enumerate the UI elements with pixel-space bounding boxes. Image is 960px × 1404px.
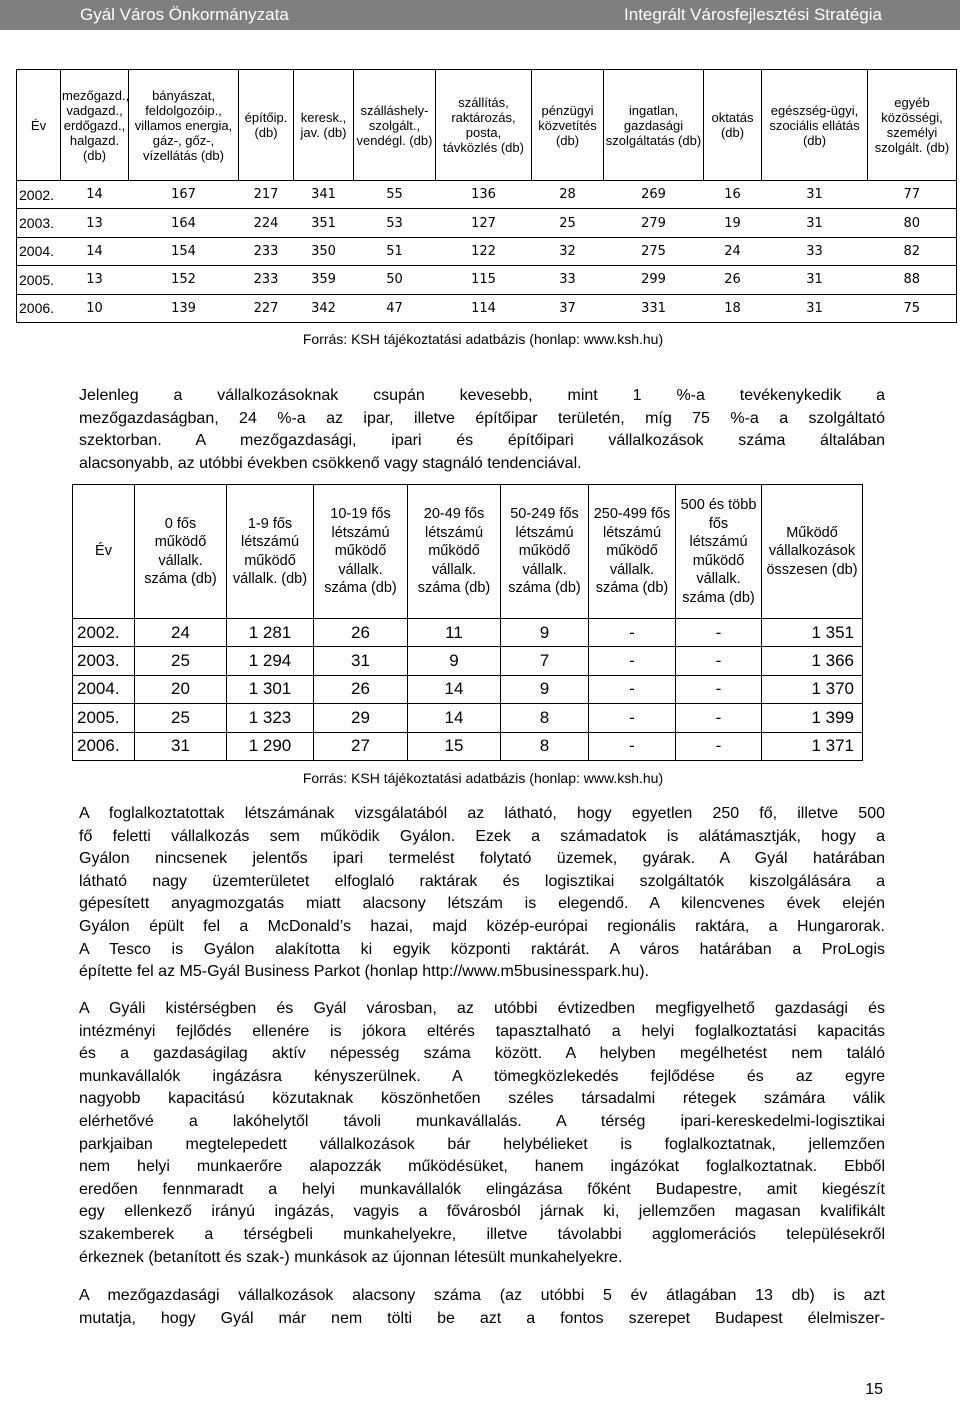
value-cell: 1 399 bbox=[762, 704, 863, 732]
value-cell: 55 bbox=[354, 181, 436, 209]
year-cell: 2004. bbox=[73, 675, 135, 703]
value-cell: 31 bbox=[762, 209, 868, 237]
table-body bbox=[17, 181, 957, 323]
value-cell: 359 bbox=[294, 266, 354, 294]
column-header: mezőgazd., vadgazd., erdőgazd., halgazd. (db) bbox=[61, 70, 129, 181]
value-cell: 269 bbox=[604, 181, 704, 209]
value-cell: - bbox=[676, 619, 762, 647]
value-cell: - bbox=[589, 675, 676, 703]
column-header: 10-19 fős létszámú működő vállalk. száma (db) bbox=[314, 485, 408, 619]
paragraph-agriculture bbox=[79, 1285, 885, 1330]
value-cell: 351 bbox=[294, 209, 354, 237]
text-line: Gyálon nincsenek jelentős ipari termelést folytató üzemek, gyárak. A Gyál határában bbox=[79, 850, 885, 868]
text-line: gépesített anyagmozgatás miatt alacsony létszám is elegendő. A kilencvenes évek elején bbox=[79, 895, 885, 913]
value-cell: 24 bbox=[704, 237, 762, 265]
value-cell: 1 366 bbox=[762, 647, 863, 675]
table-row bbox=[73, 675, 863, 703]
column-header: ingatlan, gazdasági szolgáltatás (db) bbox=[604, 70, 704, 181]
year-cell: 2006. bbox=[73, 732, 135, 760]
value-cell: 33 bbox=[532, 266, 604, 294]
value-cell: 24 bbox=[135, 619, 227, 647]
table-row bbox=[17, 237, 957, 265]
column-header: 1-9 fős létszámú működő vállalk. (db) bbox=[227, 485, 314, 619]
value-cell: 1 323 bbox=[227, 704, 314, 732]
table-row bbox=[17, 294, 957, 322]
value-cell: 8 bbox=[501, 704, 589, 732]
value-cell: 25 bbox=[135, 647, 227, 675]
text-line: nagyobb kapacitású közutaknak köszönhetően széles társadalmi rétegek számára válik bbox=[79, 1090, 885, 1108]
year-cell: 2002. bbox=[17, 181, 61, 209]
text-line: Jelenleg a vállalkozásoknak csupán kevesebb, mint 1 %-a tevékenykedik a bbox=[79, 387, 885, 404]
value-cell: - bbox=[589, 647, 676, 675]
value-cell: 1 294 bbox=[227, 647, 314, 675]
text-line: Gyálon épült fel a McDonald’s hazai, majd közép-európai regionális raktára, a Hungarorak. bbox=[79, 917, 885, 935]
text-line: alacsonyabb, az utóbbi években csökkenő vagy stagnáló tendenciával. bbox=[79, 454, 582, 472]
value-cell: 20 bbox=[135, 675, 227, 703]
paragraph-employment-size bbox=[79, 803, 885, 984]
table-header-row bbox=[73, 485, 863, 619]
value-cell: - bbox=[676, 732, 762, 760]
value-cell: 279 bbox=[604, 209, 704, 237]
text-line: nem helyi munkaerőre alapozzák működésüket, hanem ingázókat foglalkoztatnak. Ebből bbox=[79, 1158, 885, 1176]
year-cell: 2002. bbox=[73, 619, 135, 647]
column-header: 50-249 fős létszámú működő vállalk. száma (db) bbox=[501, 485, 589, 619]
value-cell: 28 bbox=[532, 181, 604, 209]
value-cell: 136 bbox=[436, 181, 532, 209]
value-cell: 127 bbox=[436, 209, 532, 237]
value-cell: 18 bbox=[704, 294, 762, 322]
column-header: Év bbox=[17, 70, 61, 181]
text-line: intézményi fejlődés ellenére is jókora eltérés tapasztalható a helyi foglalkoztatási kapacitás bbox=[79, 1022, 885, 1040]
column-header: keresk., jav. (db) bbox=[294, 70, 354, 181]
value-cell: 1 301 bbox=[227, 675, 314, 703]
value-cell: 217 bbox=[239, 181, 294, 209]
value-cell: 122 bbox=[436, 237, 532, 265]
value-cell: 224 bbox=[239, 209, 294, 237]
value-cell: 26 bbox=[704, 266, 762, 294]
text-line: fő feletti vállalkozás sem működik Gyálon. Ezek a számadatok is alátámasztják, hogy a bbox=[79, 827, 885, 845]
value-cell: 139 bbox=[129, 294, 239, 322]
value-cell: 1 370 bbox=[762, 675, 863, 703]
value-cell: 115 bbox=[436, 266, 532, 294]
value-cell: 164 bbox=[129, 209, 239, 237]
value-cell: 25 bbox=[532, 209, 604, 237]
value-cell: 1 290 bbox=[227, 732, 314, 760]
value-cell: 26 bbox=[314, 619, 408, 647]
year-cell: 2004. bbox=[17, 237, 61, 265]
enterprises-by-size-table bbox=[72, 484, 863, 761]
value-cell: 31 bbox=[762, 294, 868, 322]
table2-source: Forrás: KSH tájékoztatási adatbázis (honlap: www.ksh.hu) bbox=[302, 770, 664, 786]
column-header: szálláshely-szolgált., vendégl. (db) bbox=[354, 70, 436, 181]
value-cell: 8 bbox=[501, 732, 589, 760]
value-cell: - bbox=[589, 732, 676, 760]
value-cell: 342 bbox=[294, 294, 354, 322]
value-cell: 14 bbox=[408, 704, 501, 732]
value-cell: 14 bbox=[61, 237, 129, 265]
value-cell: 47 bbox=[354, 294, 436, 322]
column-header: egyéb közösségi, személyi szolgált. (db) bbox=[868, 70, 957, 181]
value-cell: 9 bbox=[501, 619, 589, 647]
column-header: 20-49 fős létszámú működő vállalk. száma (db) bbox=[408, 485, 501, 619]
value-cell: 77 bbox=[868, 181, 957, 209]
year-cell: 2005. bbox=[17, 266, 61, 294]
column-header: oktatás (db) bbox=[704, 70, 762, 181]
column-header: szállítás, raktározás, posta, távközlés (db) bbox=[436, 70, 532, 181]
column-header: építőip. (db) bbox=[239, 70, 294, 181]
page-number: 15 bbox=[865, 1381, 883, 1398]
header-document-title: Integrált Városfejlesztési Stratégia bbox=[624, 5, 882, 24]
text-line: mutatja, hogy Gyál már nem tölti be azt a fontos szerepet Budapest élelmiszer- bbox=[79, 1309, 885, 1327]
table-row bbox=[73, 732, 863, 760]
value-cell: 233 bbox=[239, 266, 294, 294]
value-cell: 233 bbox=[239, 237, 294, 265]
value-cell: 82 bbox=[868, 237, 957, 265]
paragraph-sector-shares bbox=[79, 385, 885, 475]
value-cell: 7 bbox=[501, 647, 589, 675]
enterprises-by-sector-table bbox=[16, 69, 957, 323]
text-line: mezőgazdaságban, 24 %-a az ipar, illetve építőipar területén, míg 75 %-a a szolgáltató bbox=[79, 409, 885, 427]
text-line: és a gazdaságilag aktív népesség száma között. A helyben megélhetést nem találó bbox=[79, 1045, 885, 1063]
value-cell: 31 bbox=[314, 647, 408, 675]
value-cell: 299 bbox=[604, 266, 704, 294]
page-header bbox=[0, 0, 960, 30]
value-cell: - bbox=[676, 704, 762, 732]
column-header: bányászat, feldolgozóip., villamos energia, gáz-, gőz-, vízellátás (db) bbox=[129, 70, 239, 181]
value-cell: 275 bbox=[604, 237, 704, 265]
value-cell: 14 bbox=[61, 181, 129, 209]
value-cell: 32 bbox=[532, 237, 604, 265]
value-cell: 75 bbox=[868, 294, 957, 322]
value-cell: 1 371 bbox=[762, 732, 863, 760]
value-cell: 114 bbox=[436, 294, 532, 322]
column-header: 250-499 fős létszámú működő vállalk. száma (db) bbox=[589, 485, 676, 619]
column-header: pénzügyi közvetítés (db) bbox=[532, 70, 604, 181]
table1-source: Forrás: KSH tájékoztatási adatbázis (honlap: www.ksh.hu) bbox=[302, 331, 664, 347]
year-cell: 2003. bbox=[17, 209, 61, 237]
value-cell: 10 bbox=[61, 294, 129, 322]
value-cell: 167 bbox=[129, 181, 239, 209]
value-cell: 16 bbox=[704, 181, 762, 209]
table-row bbox=[17, 266, 957, 294]
value-cell: 33 bbox=[762, 237, 868, 265]
value-cell: 25 bbox=[135, 704, 227, 732]
value-cell: 29 bbox=[314, 704, 408, 732]
value-cell: 15 bbox=[408, 732, 501, 760]
year-cell: 2005. bbox=[73, 704, 135, 732]
value-cell: 14 bbox=[408, 675, 501, 703]
text-line: A Tesco is Gyálon alakította ki egyik központi raktárát. A város határában a ProLogis bbox=[79, 940, 885, 958]
text-line: munkavállalók ingázásra kényszerülnek. A tömegközlekedés fejlődése és az egyre bbox=[79, 1067, 885, 1085]
value-cell: 50 bbox=[354, 266, 436, 294]
text-line: A Gyáli kistérségben és Gyál városban, az utóbbi évtizedben megfigyelhető gazdasági és bbox=[79, 1000, 885, 1017]
value-cell: 31 bbox=[135, 732, 227, 760]
value-cell: 9 bbox=[408, 647, 501, 675]
header-organization: Gyál Város Önkormányzata bbox=[80, 5, 289, 24]
value-cell: 31 bbox=[762, 181, 868, 209]
value-cell: - bbox=[676, 647, 762, 675]
value-cell: - bbox=[676, 675, 762, 703]
text-line: parkjaiban megtelepedett vállalkozások bár helybélieket is foglalkoztatnak, jellemzően bbox=[79, 1135, 885, 1153]
value-cell: 13 bbox=[61, 266, 129, 294]
value-cell: - bbox=[589, 619, 676, 647]
table-row bbox=[17, 181, 957, 209]
value-cell: 51 bbox=[354, 237, 436, 265]
value-cell: 154 bbox=[129, 237, 239, 265]
text-line: A foglalkoztatottak létszámának vizsgálatából az látható, hogy egyetlen 250 fő, illetve 500 bbox=[79, 805, 885, 822]
column-header: 0 fős működő vállalk. száma (db) bbox=[135, 485, 227, 619]
table-row bbox=[73, 647, 863, 675]
value-cell: 53 bbox=[354, 209, 436, 237]
table-body bbox=[73, 619, 863, 761]
text-line: A mezőgazdasági vállalkozások alacsony száma (az utóbbi 5 év átlagában 13 db) is azt bbox=[79, 1287, 885, 1304]
table-row bbox=[73, 704, 863, 732]
value-cell: 31 bbox=[762, 266, 868, 294]
text-line: érkeznek (betanított és szak-) munkások az újonnan létesült munkahelyekre. bbox=[79, 1248, 623, 1266]
value-cell: 80 bbox=[868, 209, 957, 237]
value-cell: 331 bbox=[604, 294, 704, 322]
column-header: egészség-ügyi, szociális ellátás (db) bbox=[762, 70, 868, 181]
value-cell: 88 bbox=[868, 266, 957, 294]
text-line: építette fel az M5-Gyál Business Parkot (honlap http://www.m5businesspark.hu). bbox=[79, 963, 650, 981]
column-header: Év bbox=[73, 485, 135, 619]
value-cell: - bbox=[589, 704, 676, 732]
value-cell: 9 bbox=[501, 675, 589, 703]
text-line: szektorban. A mezőgazdasági, ipari és építőipari vállalkozások száma általában bbox=[79, 432, 885, 450]
column-header: 500 és több fős létszámú működő vállalk. száma (db) bbox=[676, 485, 762, 619]
paragraph-commuting bbox=[79, 998, 885, 1269]
text-line: szakemberek a térségbeli munkahelyekre, illetve távolabbi agglomerációs településekről bbox=[79, 1225, 885, 1243]
year-cell: 2003. bbox=[73, 647, 135, 675]
table-header-row bbox=[17, 70, 957, 181]
text-line: eredően fennmaradt a helyi munkavállalók elingázása főként Budapestre, amit kiegészít bbox=[79, 1180, 885, 1198]
value-cell: 152 bbox=[129, 266, 239, 294]
value-cell: 227 bbox=[239, 294, 294, 322]
year-cell: 2006. bbox=[17, 294, 61, 322]
text-line: látható nagy üzemterületet elfoglaló raktárak és logisztikai szolgáltatók kiszolgálására a bbox=[79, 872, 885, 890]
column-header: Működő vállalkozások összesen (db) bbox=[762, 485, 863, 619]
value-cell: 11 bbox=[408, 619, 501, 647]
table-row bbox=[17, 209, 957, 237]
value-cell: 1 281 bbox=[227, 619, 314, 647]
value-cell: 26 bbox=[314, 675, 408, 703]
value-cell: 27 bbox=[314, 732, 408, 760]
value-cell: 37 bbox=[532, 294, 604, 322]
value-cell: 350 bbox=[294, 237, 354, 265]
table-row bbox=[73, 619, 863, 647]
value-cell: 1 351 bbox=[762, 619, 863, 647]
value-cell: 341 bbox=[294, 181, 354, 209]
value-cell: 19 bbox=[704, 209, 762, 237]
value-cell: 13 bbox=[61, 209, 129, 237]
text-line: elérhetővé a lakóhelytől távoli munkavállalás. A térség ipari-kereskedelmi-logisztikai bbox=[79, 1112, 885, 1130]
text-line: egy ellenkező irányú ingázás, vagyis a fővárosból járnak ki, jellemzően magasan kvalifikált bbox=[79, 1203, 885, 1221]
